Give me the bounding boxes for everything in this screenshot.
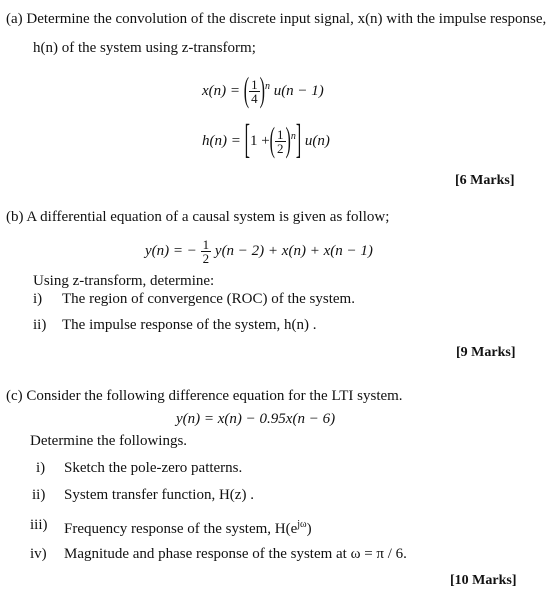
part-a-line1: (a) Determine the convolution of the discrete input signal, x(n) with the impulse response, [6, 11, 547, 27]
eq2-tail: u(n) [304, 133, 330, 149]
part-b-item-ii-label: ii) [33, 317, 47, 333]
part-b-item-i-label: i) [33, 291, 43, 307]
part-b-line1: (b) A differential equation of a causal system is given as follow; [6, 209, 390, 225]
eq2-numerator: 1 [277, 127, 284, 143]
part-b-item-ii-text: The impulse response of the system, h(n) . [62, 317, 317, 333]
part-c-line1: (c) Consider the following difference equation for the LTI system. [6, 388, 403, 404]
part-b-marks: [9 Marks] [456, 345, 516, 360]
eq2-exponent: n [290, 131, 296, 142]
eq2-lhs: h(n) = [202, 133, 241, 149]
equation-difference-c: y(n) = x(n) − 0.95x(n − 6) [176, 411, 336, 427]
part-c-item-iii-text [64, 516, 312, 538]
part-c-iii-sup: jω [297, 519, 307, 530]
equation-x-of-n: x(n) = ( $\frac{1}{4}$ )$^n$ u(n − 1) [202, 71, 324, 110]
part-c-item-i-label: i) [36, 460, 46, 476]
part-a-marks: [6 Marks] [455, 173, 515, 188]
eq2-denominator: 2 [277, 141, 284, 157]
part-c-item-iv-text: Magnitude and phase response of the system at ω = π / 6. [64, 546, 407, 562]
eqb-numerator: 1 [202, 237, 210, 252]
eq1-numerator: 1 [251, 77, 258, 93]
part-b-item-i-text: The region of convergence (ROC) of the system. [62, 291, 355, 307]
eqb-lhs: y(n) = − [145, 242, 197, 259]
part-a-line2: h(n) of the system using z-transform; [33, 40, 256, 56]
eq1-denominator: 4 [251, 91, 258, 107]
equation-h-of-n: h(n) = [1 +( $\frac{1}{2}$ )$^n$] u(n) [202, 118, 330, 163]
equation-difference-b [145, 238, 373, 265]
part-c-item-iii-label: iii) [30, 517, 48, 533]
part-b-intro: Using z-transform, determine: [33, 273, 215, 289]
eq2-one-plus: 1 + [249, 133, 270, 149]
eqb-tail: y(n − 2) + x(n) + x(n − 1) [214, 242, 373, 259]
part-c-item-ii-text: System transfer function, H(z) . [64, 487, 254, 503]
part-c-intro: Determine the followings. [30, 433, 188, 449]
part-c-item-i-text: Sketch the pole-zero patterns. [64, 460, 243, 476]
part-c-item-ii-label: ii) [32, 487, 46, 503]
eq1-tail: u(n − 1) [273, 83, 324, 99]
part-c-marks: [10 Marks] [450, 573, 517, 588]
eq1-lhs: x(n) = [202, 83, 241, 99]
part-c-item-iv-label: iv) [30, 546, 47, 562]
eq1-exponent: n [264, 81, 270, 92]
eqb-denominator: 2 [202, 251, 210, 266]
part-c-iii-end: ) [306, 521, 312, 537]
part-c-iii-main: Frequency response of the system, H(e [64, 521, 298, 537]
